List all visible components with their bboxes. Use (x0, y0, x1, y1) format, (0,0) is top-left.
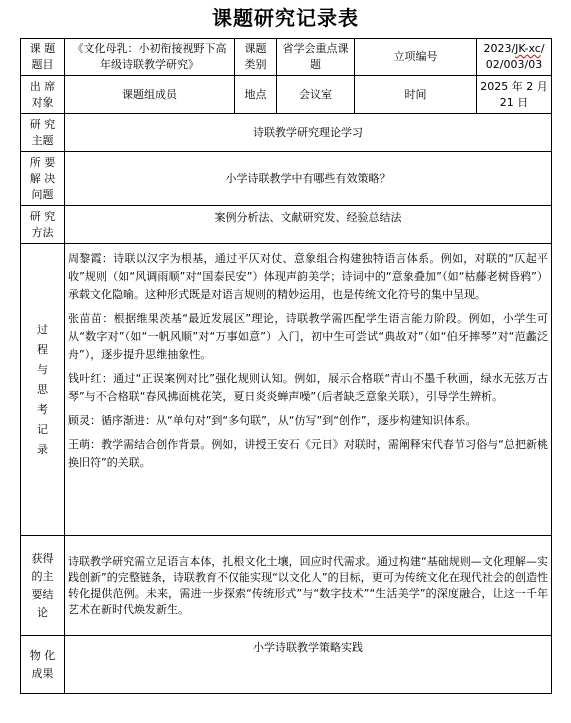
row-conclusion (21, 536, 552, 636)
record-table (20, 38, 552, 694)
record-paragraph: 周黎霞：诗联以汉字为根基，通过平仄对仗、意象组合构建独特语言体系。例如，对联的“仄起平收”规则（如“风调雨顺”对“国泰民安”）体现声韵美学；诗词中的“意象叠加”（如“枯藤老树昏鸦”）承载文化隐喻。这种形式既是对语言规则的精妙运用，也是传统文化符号的集中呈现。 (68, 252, 548, 301)
result-value: 小学诗联教学策略实践 (65, 636, 552, 694)
attendees-label (21, 76, 65, 114)
conclusion-label (21, 536, 65, 636)
theme-value: 诗联教学研究理论学习 (65, 114, 552, 152)
project-no-part2: JK-xc (515, 42, 541, 55)
conclusion-label-text: 获得 的主 要结 论 (31, 551, 54, 619)
topic-value: 《文化母乳：小初衔接视野下高年级诗联教学研究》 (65, 39, 235, 76)
process-label (21, 244, 65, 536)
conclusion-value: 诗联教学研究需立足语言本体，扎根文化土壤，回应时代需求。通过构建“基础规则—文化理解—实践创新”的完整链条，诗联教育不仅能实现“以文化人”的目标，更可为传统文化在现代社会的创造性转化提供范例。未来，需进一步探索“传统形式”与“数字技术”“生活美学”的深度融合，让这一千年艺术在新时代焕发新生。 (65, 536, 552, 636)
record-paragraph: 张苗苗：根据维果茨基“最近发展区”理论，诗联教学需匹配学生语言能力阶段。例如，小学生可从“数字对”（如“一帆风顺”对“万事如意”）入门，初中生可尝试“典故对”（如“伯牙摔琴”对“范蠡泛舟”），逐步提升思维抽象性。 (68, 312, 548, 361)
method-value: 案例分析法、文献研究发、经验总结法 (65, 206, 552, 244)
result-label (21, 636, 65, 694)
attendees-value: 课题组成员 (65, 76, 235, 114)
row-result (21, 636, 552, 694)
process-label-text: 过 程 与 思 考 记 录 (37, 322, 48, 456)
category-value: 省学会重点课题 (277, 39, 355, 76)
method-label-text: 研 究 方法 (29, 209, 56, 239)
topic-label (21, 39, 65, 76)
question-label (21, 152, 65, 206)
process-records (65, 244, 552, 536)
category-label-text: 课题 类别 (244, 42, 267, 71)
record-paragraph: 王萌：教学需结合创作背景。例如，讲授王安石《元日》对联时，需阐释宋代春节习俗与“总把新桃换旧符”的关联。 (68, 438, 548, 469)
project-no-part3: /02/003/03 (485, 42, 545, 71)
row-topic (21, 39, 552, 76)
result-label-text: 物 化 成果 (29, 648, 56, 680)
place-label: 地点 (235, 76, 277, 114)
category-label (235, 39, 277, 76)
question-label-text: 所 要 解 决 问题 (29, 155, 56, 201)
page-title: 课题研究记录表 (212, 6, 359, 30)
topic-label-text: 课 题 题目 (29, 42, 56, 71)
theme-label-text: 研 究 主题 (29, 117, 56, 147)
project-no-part1: 2023/ (483, 42, 516, 55)
method-label (21, 206, 65, 244)
time-label: 时间 (355, 76, 477, 114)
attendees-label-text: 出 席 对象 (29, 79, 56, 109)
row-process (21, 244, 552, 536)
record-paragraph: 钱叶红：通过“正误案例对比”强化规则认知。例如，展示合格联“青山不墨千秋画，绿水无弦万古琴”与不合格联“春风拂面桃花笑，夏日炎炎蝉声噪”（后者缺乏意象关联），引导学生辨析。 (68, 372, 548, 403)
project-no-value (477, 39, 552, 76)
time-value: 2025 年 2 月 21 日 (477, 76, 552, 114)
row-theme (21, 114, 552, 152)
place-value: 会议室 (277, 76, 355, 114)
row-question (21, 152, 552, 206)
theme-label (21, 114, 65, 152)
question-value: 小学诗联教学中有哪些有效策略？ (65, 152, 552, 206)
project-no-label: 立项编号 (355, 39, 477, 76)
row-attendees (21, 76, 552, 114)
row-method (21, 206, 552, 244)
record-paragraph: 顾灵：循序渐进：从“单句对”到“多句联”，从“仿写”到“创作”，逐步构建知识体系。 (68, 414, 477, 427)
